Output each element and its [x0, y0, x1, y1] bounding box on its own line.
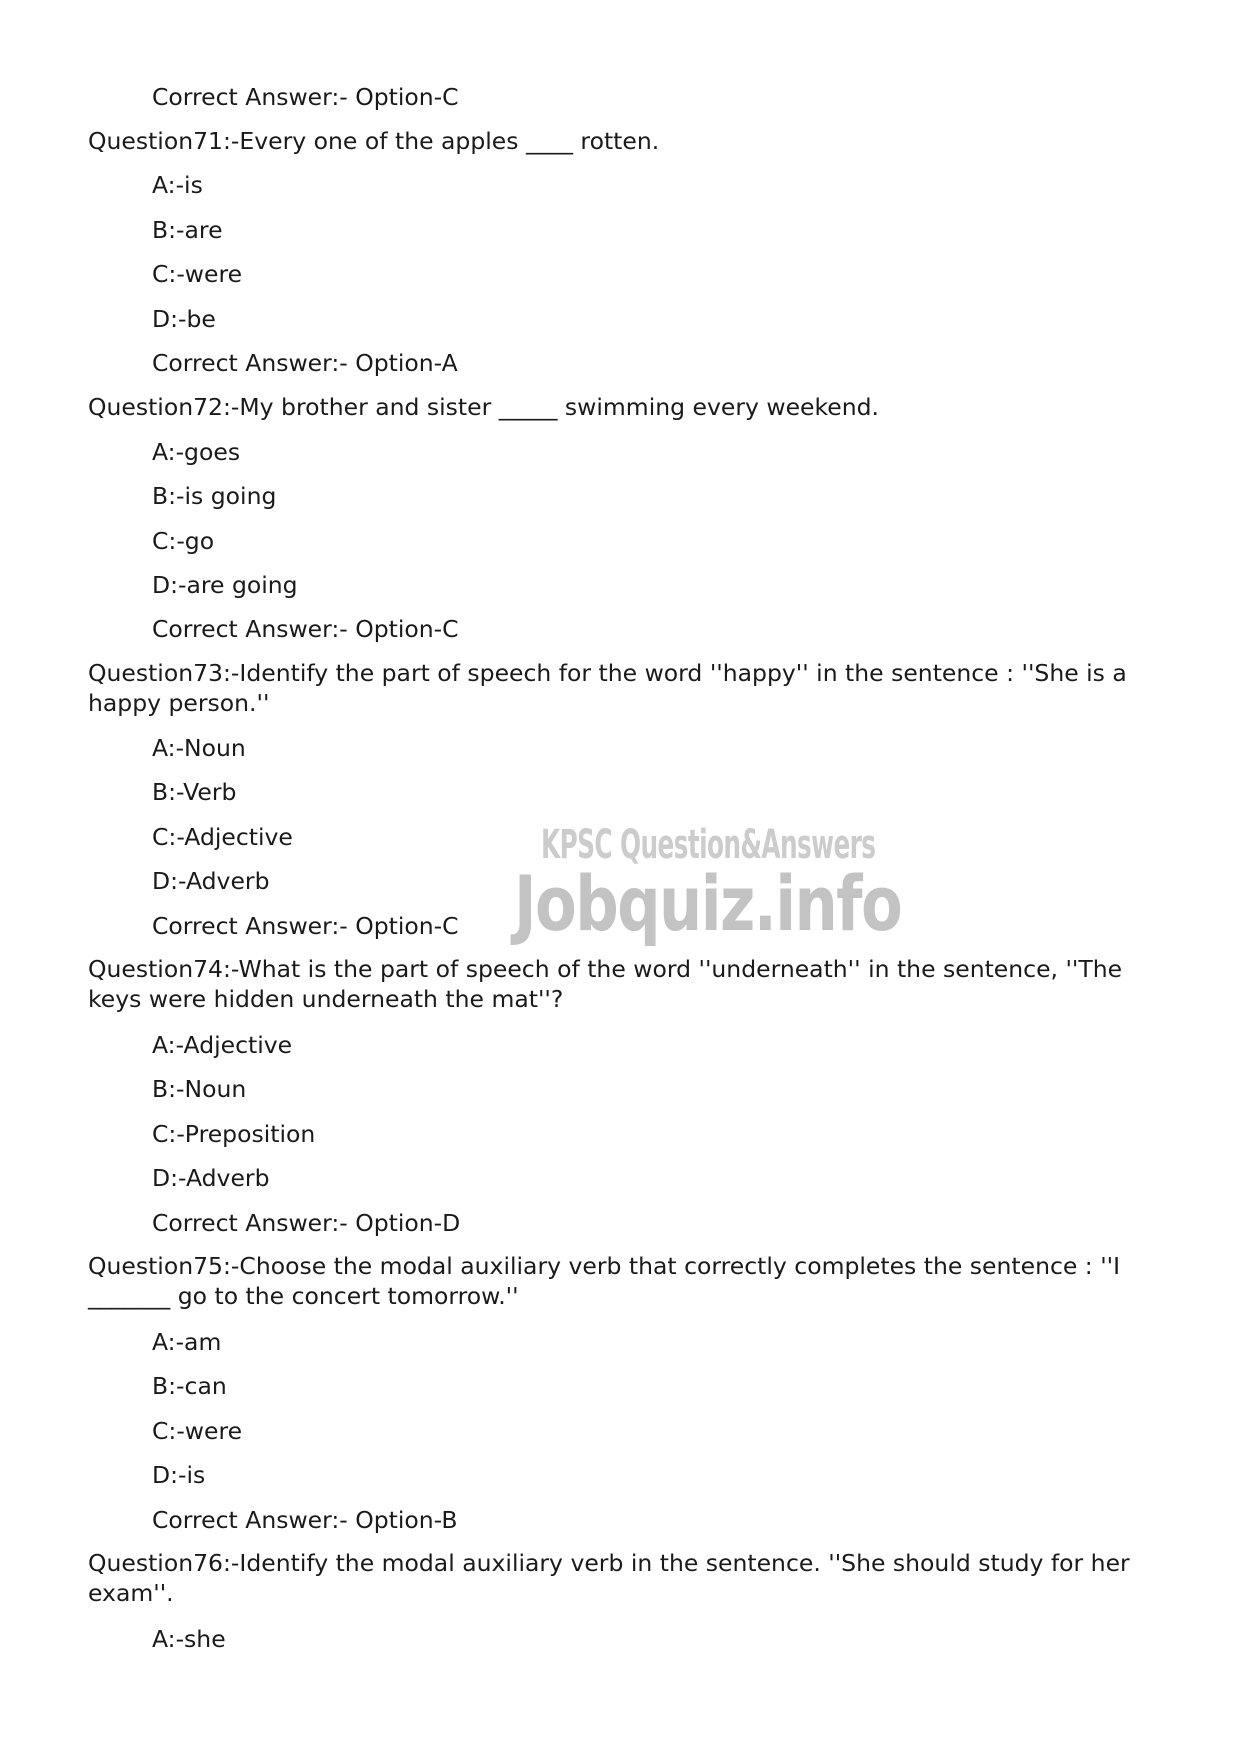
option-c: C:-Adjective — [152, 823, 293, 851]
option-c: C:-were — [152, 260, 243, 288]
option-d: D:-Adverb — [152, 1164, 270, 1192]
option-d: D:-is — [152, 1461, 206, 1489]
correct-answer: Correct Answer:- Option-C — [152, 83, 459, 111]
correct-answer: Correct Answer:- Option-C — [152, 912, 459, 940]
option-b: B:-can — [152, 1372, 227, 1400]
option-a: A:-am — [152, 1328, 222, 1356]
watermark-tagline: KPSC Question&Answers — [541, 822, 876, 868]
question-75: Question75:-Choose the modal auxiliary verb that correctly completes the sentence : ''I _______ go to the concert tomorrow.'' — [88, 1252, 1121, 1310]
question-76: Question76:-Identify the modal auxiliary verb in the sentence. ''She should study for her exam''. — [88, 1549, 1130, 1607]
question-73: Question73:-Identify the part of speech for the word ''happy'' in the sentence : ''She is a happy person.'' — [88, 659, 1127, 717]
option-a: A:-Noun — [152, 734, 246, 762]
option-c: C:-go — [152, 527, 215, 555]
option-c: C:-were — [152, 1417, 243, 1445]
option-a: A:-she — [152, 1625, 226, 1653]
correct-answer: Correct Answer:- Option-D — [152, 1209, 461, 1237]
question-74: Question74:-What is the part of speech of the word ''underneath'' in the sentence, ''The keys were hidden underneath the mat''? — [88, 955, 1123, 1013]
option-d: D:-Adverb — [152, 867, 270, 895]
option-d: D:-be — [152, 305, 216, 333]
option-b: B:-Verb — [152, 778, 237, 806]
watermark-site: Jobquiz.info — [514, 859, 902, 948]
correct-answer: Correct Answer:- Option-C — [152, 615, 459, 643]
option-a: A:-Adjective — [152, 1031, 293, 1059]
option-a: A:-goes — [152, 438, 241, 466]
correct-answer: Correct Answer:- Option-A — [152, 349, 458, 377]
option-c: C:-Preposition — [152, 1120, 316, 1148]
correct-answer: Correct Answer:- Option-B — [152, 1506, 458, 1534]
option-a: A:-is — [152, 171, 203, 199]
watermark — [484, 820, 902, 948]
option-b: B:-is going — [152, 482, 277, 510]
option-d: D:-are going — [152, 571, 298, 599]
option-b: B:-Noun — [152, 1075, 247, 1103]
question-72: Question72:-My brother and sister _____ swimming every weekend. — [88, 393, 880, 421]
question-71: Question71:-Every one of the apples ____ rotten. — [88, 127, 660, 155]
option-b: B:-are — [152, 216, 223, 244]
